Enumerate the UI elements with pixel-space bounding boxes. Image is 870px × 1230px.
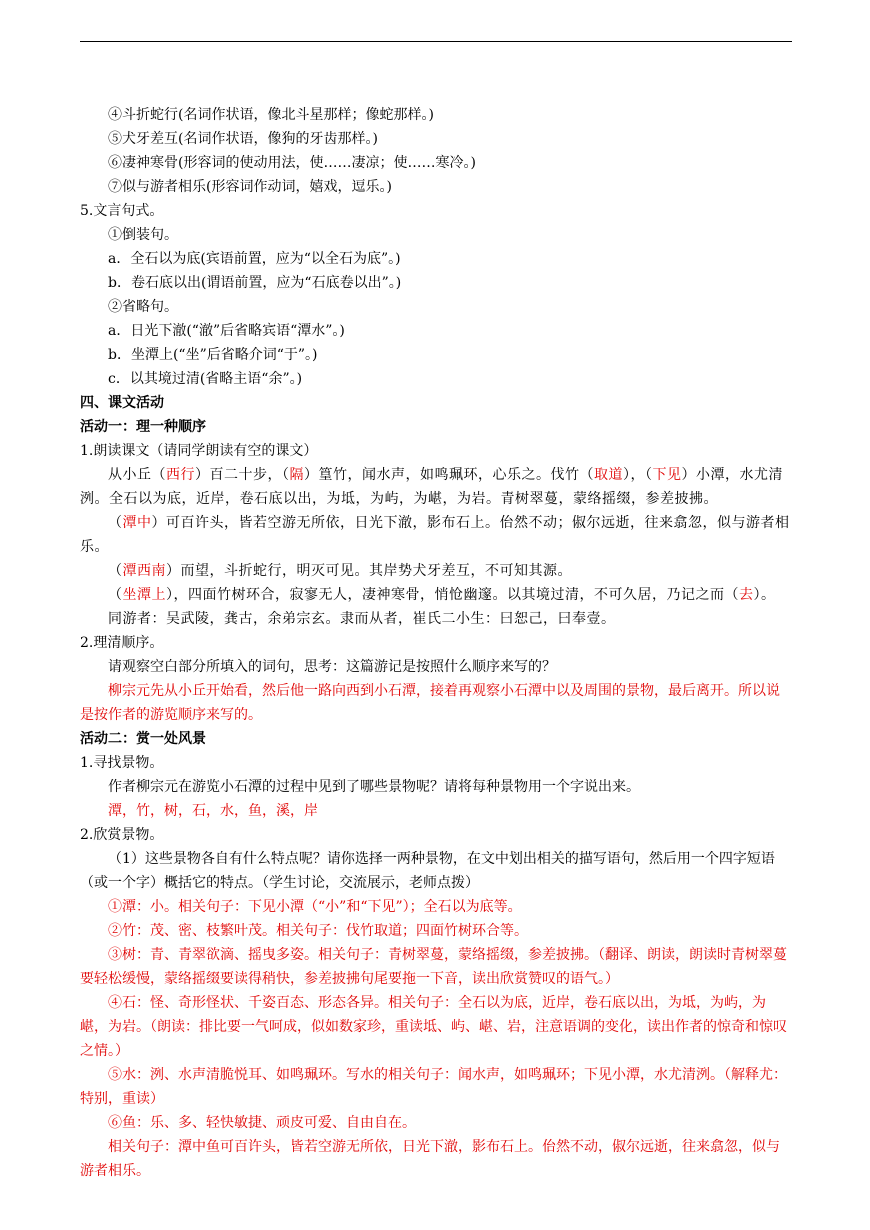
question: 请观察空白部分所填入的词句，思考：这篇游记是按照什么顺序来写的？ bbox=[108, 659, 556, 675]
passage-text: ）而望，斗折蛇行，明灭可见。其岸势犬牙差互，不可知其源。 bbox=[166, 563, 572, 579]
text-line: ⑤犬牙差互(名词作状语，像狗的牙齿那样。) bbox=[108, 131, 378, 147]
text-line: a．日光下澈(“澈”后省略宾语“潭水”。) bbox=[108, 323, 345, 339]
text-line: ④斗折蛇行(名词作状语，像北斗星那样；像蛇那样。) bbox=[108, 107, 434, 123]
text-line: 2.欣赏景物。 bbox=[80, 827, 164, 843]
answer: ④石：怪、奇形怪状、千姿百态、形态各异。相关句子：全石以为底，近岸，卷石底以出，为坻，为屿，为嵁，为岩。（朗读：排比要一气呵成，似如数家珍，重读坻、屿、嵁、岩，注意语调的变化，读出作者的惊奇和惊叹之情。） bbox=[80, 995, 787, 1059]
text-line: b．卷石底以出(谓语前置，应为“石底卷以出”。) bbox=[108, 275, 402, 291]
answer: ③树：青、青翠欲滴、摇曳多姿。相关句子：青树翠蔓，蒙络摇缀，参差披拂。（翻译、朗读，朗读时青树翠蔓要轻松缓慢，蒙络摇缀要读得稍快，参差披拂句尾要拖一下音，读出欣赏赞叹的语气。） bbox=[80, 947, 787, 987]
text-line: 1.朗读课文（请同学朗读有空的课文） bbox=[80, 443, 318, 459]
text-line: 1.寻找景物。 bbox=[80, 755, 164, 771]
passage-text: ）篁竹，闻水声，如鸣珮环，心乐之。伐竹（ bbox=[304, 467, 594, 483]
answer: ②竹：茂、密、枝繁叶茂。相关句子：伐竹取道；四面竹树环合等。 bbox=[108, 923, 528, 939]
fill-answer: 隔 bbox=[289, 467, 304, 483]
text-line: ②省略句。 bbox=[108, 299, 178, 315]
passage-text: ）百二十步，（ bbox=[195, 467, 290, 483]
text-line: c．以其境过清(省略主语“余”。) bbox=[108, 371, 303, 387]
passage-text: （ bbox=[108, 563, 123, 579]
fill-answer: 坐潭上 bbox=[122, 587, 166, 603]
text-line: ①倒装句。 bbox=[108, 227, 178, 243]
question: 作者柳宗元在游览小石潭的过程中见到了哪些景物呢？请将每种景物用一个字说出来。 bbox=[108, 779, 640, 795]
text-line: a．全石以为底(宾语前置，应为“以全石为底”。) bbox=[108, 251, 401, 267]
fill-answer: 去 bbox=[739, 587, 754, 603]
section-heading: 5.文言句式。 bbox=[80, 203, 164, 219]
fill-answer: 潭西南 bbox=[122, 563, 166, 579]
text-line: 2.理清顺序。 bbox=[80, 635, 164, 651]
fill-answer: 取道 bbox=[594, 467, 623, 483]
passage-paragraph-4 bbox=[80, 583, 792, 607]
section-title: 四、课文活动 bbox=[80, 395, 164, 411]
answer: 柳宗元先从小丘开始看，然后他一路向西到小石潭，接着再观察小石潭中以及周围的景物，最后离开。所以说是按作者的游览顺序来写的。 bbox=[80, 683, 780, 723]
fill-answer: 潭中 bbox=[122, 515, 152, 531]
passage-text: （ bbox=[108, 587, 123, 603]
answer: ⑤水：洌、水声清脆悦耳、如鸣珮环。写水的相关句子：闻水声，如鸣珮环；下见小潭，水尤清洌。（解释尤：特别，重读） bbox=[80, 1067, 787, 1107]
passage-text: （ bbox=[108, 515, 123, 531]
passage-text: ）。 bbox=[753, 587, 776, 603]
question: （1）这些景物各自有什么特点呢？请你选择一两种景物，在文中划出相关的描写语句，然后用一个四字短语（或一个字）概括它的特点。（学生讨论，交流展示，老师点拨） bbox=[80, 851, 775, 891]
passage-paragraph-3 bbox=[80, 559, 792, 583]
passage-paragraph-5: 同游者：吴武陵，龚古，余弟宗玄。隶而从者，崔氏二小生：曰恕己，曰奉壹。 bbox=[108, 611, 616, 627]
passage-text: 从小丘（ bbox=[108, 467, 166, 483]
activity-title: 活动二：赏一处风景 bbox=[80, 731, 206, 747]
text-line: b．坐潭上(“坐”后省略介词“于”。) bbox=[108, 347, 318, 363]
answer: 潭，竹，树，石，水，鱼，溪，岸 bbox=[108, 803, 318, 819]
passage-text: ）可百许头，皆若空游无所依，日光下澈，影布石上。佁然不动；俶尔远逝，往来翕忽，似与游者相乐。 bbox=[80, 515, 790, 555]
answer: ⑥鱼：乐、多、轻快敏捷、顽皮可爱、自由自在。 bbox=[108, 1115, 416, 1131]
passage-paragraph-2 bbox=[80, 511, 792, 559]
activity-title: 活动一：理一种顺序 bbox=[80, 419, 206, 435]
answer: 相关句子：潭中鱼可百许头，皆若空游无所依，日光下澈，影布石上。佁然不动，俶尔远逝，往来翕忽，似与游者相乐。 bbox=[80, 1139, 780, 1179]
fill-answer: 下见 bbox=[652, 467, 682, 483]
answer: ①潭：小。相关句子：下见小潭（“小”和“下见”）；全石以为底等。 bbox=[108, 899, 522, 915]
document-body bbox=[80, 103, 792, 1183]
header-rule bbox=[80, 41, 792, 42]
passage-paragraph-1 bbox=[80, 463, 792, 511]
passage-text: ），四面竹树环合，寂寥无人，凄神寒骨，悄怆幽邃。以其境过清，不可久居，乃记之而（ bbox=[166, 587, 739, 603]
fill-answer: 西行 bbox=[166, 467, 195, 483]
text-line: ⑦似与游者相乐(形容词作动词，嬉戏，逗乐。) bbox=[108, 179, 392, 195]
passage-text: ）小潭，水尤清洌。全石以为底，近岸，卷石底以出，为坻，为屿，为嵁，为岩。青树翠蔓，蒙络摇缀，参差披拂。 bbox=[80, 467, 783, 507]
text-line: ⑥凄神寒骨(形容词的使动用法，使……凄凉；使……寒冷。) bbox=[108, 155, 476, 171]
passage-text: ），（ bbox=[623, 467, 653, 483]
